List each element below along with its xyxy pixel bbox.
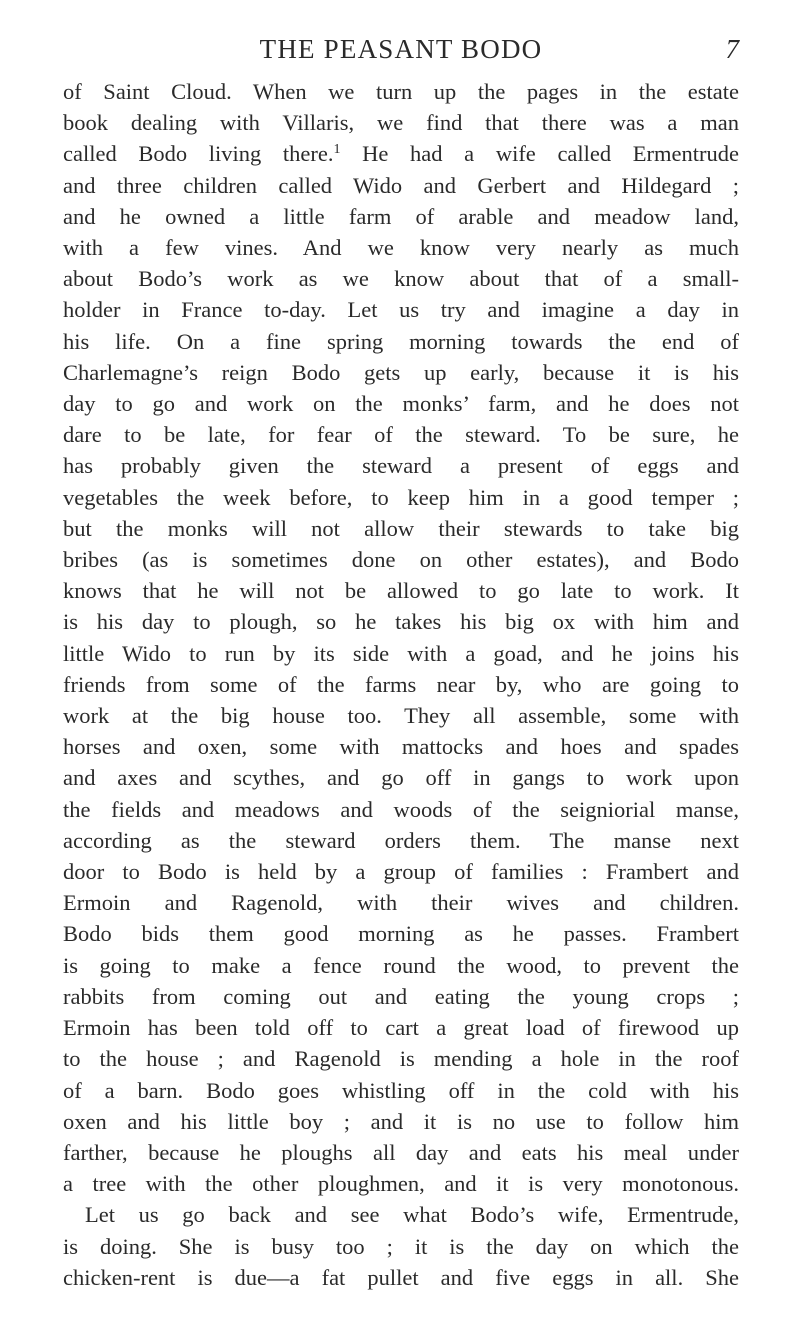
text-line: horses and oxen, some with mattocks and hoes and spades xyxy=(63,734,739,760)
text-line: is doing. She is busy too ; it is the day on which the xyxy=(63,1233,739,1259)
text-line-part: called Bodo living there. xyxy=(63,141,334,167)
text-line: his life. On a fine spring morning towards the end of xyxy=(63,328,739,354)
text-line: but the monks will not allow their stewards to take big xyxy=(63,515,739,541)
book-page xyxy=(63,32,739,1293)
text-line: the fields and meadows and woods of the seigniorial manse, xyxy=(63,796,739,822)
text-line: work at the big house too. They all assemble, some with xyxy=(63,703,739,729)
running-head xyxy=(63,32,739,66)
text-line: a tree with the other ploughmen, and it is very monotonous. xyxy=(63,1171,739,1197)
running-title: THE PEASANT BODO xyxy=(259,34,543,64)
text-line: day to go and work on the monks’ farm, and he does not xyxy=(63,391,739,417)
text-line: and axes and scythes, and go off in gangs to work upon xyxy=(63,765,739,791)
text-line: and he owned a little farm of arable and meadow land, xyxy=(63,203,739,229)
text-line: is his day to plough, so he takes his big ox with him and xyxy=(63,609,739,635)
text-line xyxy=(63,138,739,169)
text-line: dare to be late, for fear of the steward. To be sure, he xyxy=(63,422,739,448)
text-line: Charlemagne’s reign Bodo gets up early, because it is his xyxy=(63,359,739,385)
page-number: 7 xyxy=(725,34,739,64)
text-line: chicken-rent is due—a fat pullet and five eggs in all. She xyxy=(63,1264,739,1290)
text-line: according as the steward orders them. The manse next xyxy=(63,827,739,853)
text-line: and three children called Wido and Gerbert and Hildegard ; xyxy=(63,172,739,198)
text-line: Bodo bids them good morning as he passes. Frambert xyxy=(63,921,739,947)
text-line: Ermoin and Ragenold, with their wives and children. xyxy=(63,890,739,916)
text-line: farther, because he ploughs all day and eats his meal under xyxy=(63,1139,739,1165)
text-line: of Saint Cloud. When we turn up the pages in the estate xyxy=(63,79,739,104)
text-line: vegetables the week before, to keep him in a good temper ; xyxy=(63,484,739,510)
text-line: holder in France to-day. Let us try and imagine a day in xyxy=(63,297,739,323)
text-line: has probably given the steward a present of eggs and xyxy=(63,453,739,479)
text-line: with a few vines. And we know very nearly as much xyxy=(63,235,739,261)
text-line: is going to make a fence round the wood, to prevent the xyxy=(63,952,739,978)
text-line: oxen and his little boy ; and it is no use to follow him xyxy=(63,1108,739,1134)
text-line: Ermoin has been told off to cart a great load of firewood up xyxy=(63,1015,739,1041)
body-text xyxy=(63,76,739,1293)
text-line: bribes (as is sometimes done on other estates), and Bodo xyxy=(63,547,739,573)
text-line: book dealing with Villaris, we find that there was a man xyxy=(63,110,739,136)
text-line-part: He had a wife called Ermentrude xyxy=(362,141,740,167)
text-line: little Wido to run by its side with a goad, and he joins his xyxy=(63,640,739,666)
text-line: of a barn. Bodo goes whistling off in the cold with his xyxy=(63,1077,739,1103)
text-line: rabbits from coming out and eating the young crops ; xyxy=(63,983,739,1009)
text-line: about Bodo’s work as we know about that of a small- xyxy=(63,266,739,292)
text-line: Let us go back and see what Bodo’s wife, Ermentrude, xyxy=(85,1202,739,1228)
text-line: friends from some of the farms near by, who are going to xyxy=(63,671,739,697)
footnote-marker: 1 xyxy=(333,142,341,158)
text-line: knows that he will not be allowed to go late to work. It xyxy=(63,578,739,604)
text-line: to the house ; and Ragenold is mending a hole in the roof xyxy=(63,1046,739,1072)
text-line: door to Bodo is held by a group of families : Frambert and xyxy=(63,859,739,885)
